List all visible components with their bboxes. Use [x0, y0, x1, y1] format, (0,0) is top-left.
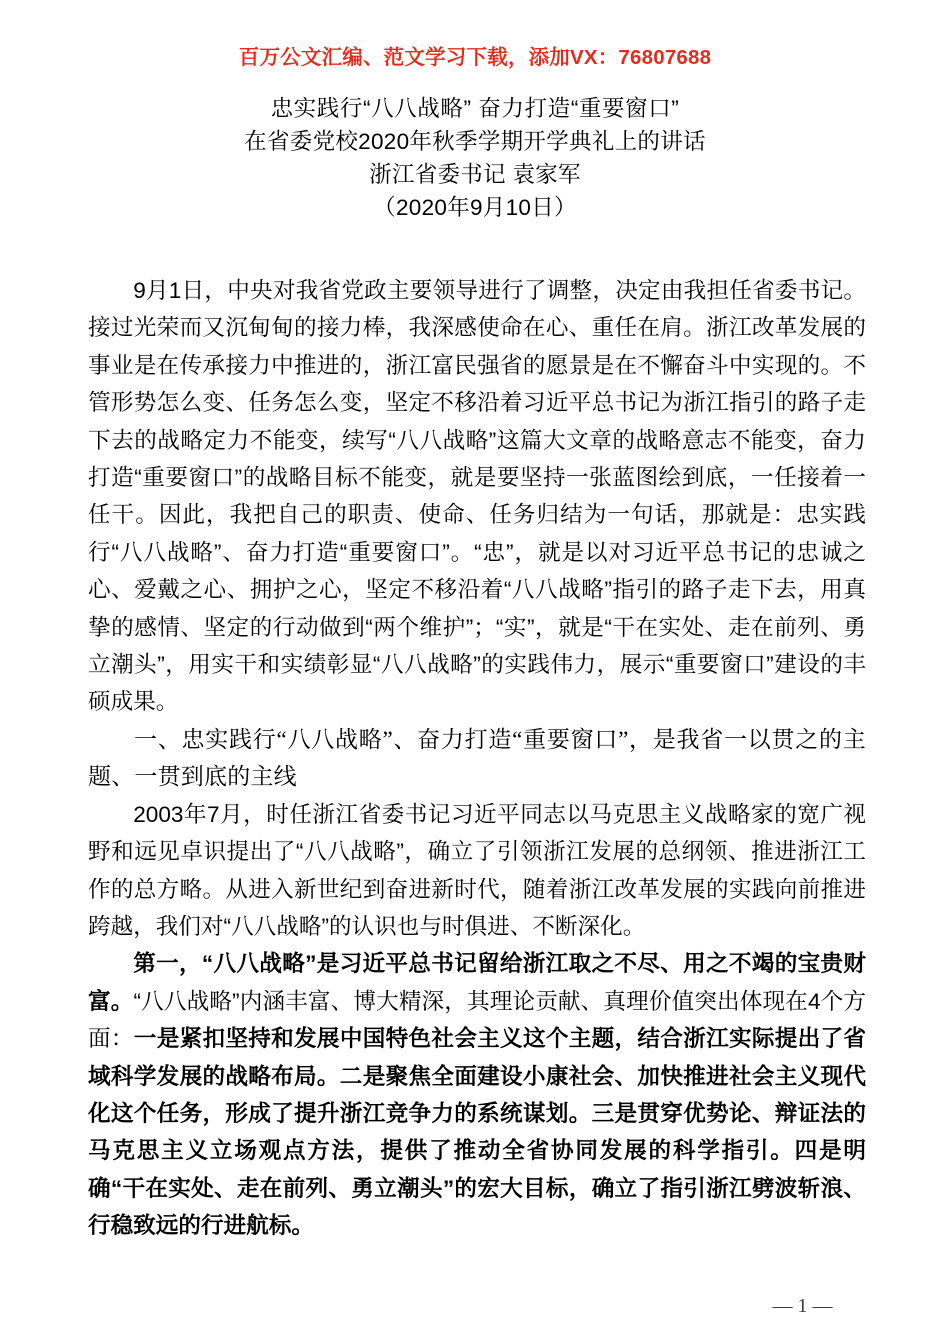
document-author-line: 浙江省委书记 袁家军	[369, 162, 581, 187]
paragraph-3-bold-tail: 一是紧扣坚持和发展中国特色社会主义这个主题，结合浙江实际提出了省域科学发展的战略布局。二是聚焦全面建设小康社会、加快推进社会主义现代化这个任务，形成了提升浙江竞争力的系统谋划。三是贯穿优势论、辩证法的马克思主义立场观点方法，提供了推动全省协同发展的科学指引。四是明确“干在实处、走在前列、勇立潮头”的宏大目标，确立了指引浙江劈波斩浪、行稳致远的行进航标。	[88, 1026, 867, 1239]
paragraph-3-bold-lead: 第一，“八八战略”是习近平总书记留给浙江取之不尽、用之不竭的宝贵财富。	[88, 951, 866, 1014]
page-number: — 1 —	[772, 1295, 833, 1317]
document-title-block	[0, 92, 950, 224]
body-paragraph-3	[88, 945, 866, 1244]
paragraph-3-normal-text: “八八战略”内涵丰富、博大精深，其理论贡献、真理价值突出体现在4个方面：	[88, 988, 866, 1052]
document-title-line-1: 忠实践行“八八战略” 奋力打造“重要窗口”	[270, 96, 680, 121]
document-date-line: （2020年9月10日）	[373, 195, 577, 220]
promo-watermark-text: 百万公文汇编、范文学习下载，添加VX：76807688	[238, 46, 712, 69]
document-body	[88, 272, 866, 1245]
document-title-line-2: 在省委党校2020年秋季学期开学典礼上的讲话	[244, 129, 706, 154]
page-footer	[0, 1292, 950, 1320]
body-paragraph-1: 9月1日，中央对我省党政主要领导进行了调整，决定由我担任省委书记。接过光荣而又沉甸甸的接力棒，我深感使命在心、重任在肩。浙江改革发展的事业是在传承接力中推进的，浙江富民强省的愿景是在不懈奋斗中实现的。不管形势怎么变、任务怎么变，坚定不移沿着习近平总书记为浙江指引的路子走下去的战略定力不能变，续写“八八战略”这篇大文章的战略意志不能变，奋力打造“重要窗口”的战略目标不能变，就是要坚持一张蓝图绘到底，一任接着一任干。因此，我把自己的职责、使命、任务归结为一句话，那就是：忠实践行“八八战略”、奋力打造“重要窗口”。“忠”，就是以对习近平总书记的忠诚之心、爱戴之心、拥护之心，坚定不移沿着“八八战略”指引的路子走下去，用真挚的感情、坚定的行动做到“两个维护”；“实”，就是“干在实处、走在前列、勇立潮头”，用实干和实绩彰显“八八战略”的实践伟力，展示“重要窗口”建设的丰硕成果。	[88, 278, 866, 715]
section-heading-1: 一、忠实践行“八八战略”、奋力打造“重要窗口”，是我省一以贯之的主题、一贯到底的主线	[88, 726, 866, 790]
body-paragraph-2: 2003年7月，时任浙江省委书记习近平同志以马克思主义战略家的宽广视野和远见卓识提出了“八八战略”，确立了引领浙江发展的总纲领、推进浙江工作的总方略。从进入新世纪到奋进新时代，随着浙江改革发展的实践向前推进跨越，我们对“八八战略”的认识也与时俱进、不断深化。	[88, 801, 866, 939]
